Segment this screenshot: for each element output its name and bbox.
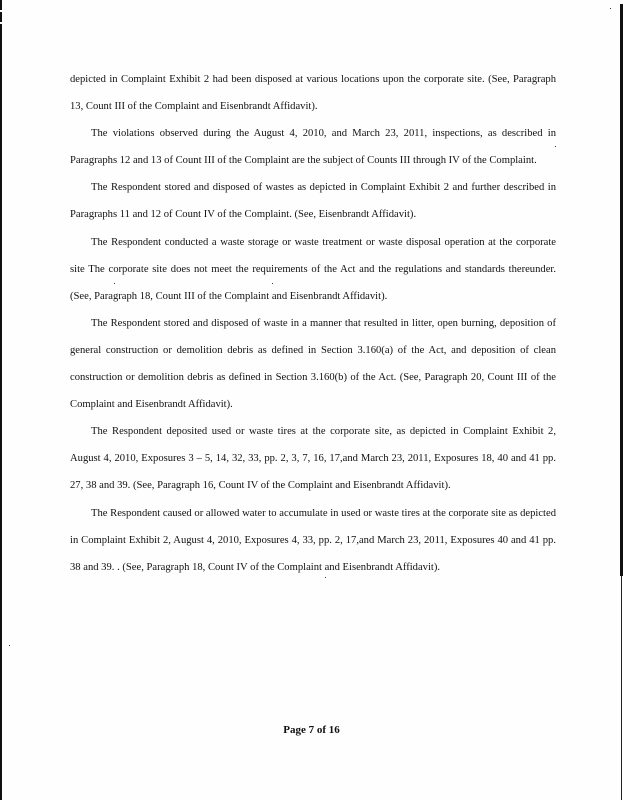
paragraph-2: The violations observed during the August 4, 2010, and March 23, 2011, inspections, as described in Paragraphs 12 and 13 of Count III of the Complaint are the subject of Counts III through IV of the Complaint. [70,128,556,167]
scan-edge-left [0,0,2,10]
document-body [70,66,556,581]
paragraph-7: The Respondent caused or allowed water to accumulate in used or waste tires at the corporate site as depicted in Complaint Exhibit 2, August 4, 2010, Exposures 4, 33, pp. 2, 17,and March 23, 2011, Exposures 40 and 41 pp. 38 and 39. . (See, Paragraph 18, Count IV of the Complaint and Eisenbrandt Affidavit). [70,507,556,573]
scan-edge-left [0,12,2,22]
scan-edge-left [0,24,2,800]
paragraph-5: The Respondent stored and disposed of waste in a manner that resulted in litter, open burning, deposition of general construction or demolition debris as defined in Section 3.160(a) of the Act, and deposition of clean construction or demolition debris as defined in Section 3.160(b) of the Act. (See, Paragraph 20, Count III of the Complaint and Eisenbrandt Affidavit). [70,317,556,411]
paragraph-6: The Respondent deposited used or waste tires at the corporate site, as depicted in Complaint Exhibit 2, August 4, 2010, Exposures 3 – 5, 14, 32, 33, pp. 2, 3, 7, 16, 17,and March 23, 2011, Exposures 18, 40 and 41 pp. 27, 38 and 39. (See, Paragraph 16, Count IV of the Complaint and Eisenbrandt Affidavit). [70,426,556,492]
scan-edge-right [621,576,622,800]
page-number: Page 7 of 16 [283,724,340,736]
paragraph-4: The Respondent conducted a waste storage or waste treatment or waste disposal operation at the corporate site The corporate site does not meet the requirements of the Act and the regulations and standards thereunder. (See, Paragraph 18, Count III of the Complaint and Eisenbrandt Affidavit). [70,236,556,302]
paragraph-3: The Respondent stored and disposed of wastes as depicted in Complaint Exhibit 2 and further described in Paragraphs 11 and 12 of Count IV of the Complaint. (See, Eisenbrandt Affidavit). [70,182,556,221]
paragraph-1: depicted in Complaint Exhibit 2 had been disposed at various locations upon the corporate site. (See, Paragraph 13, Count III of the Complaint and Eisenbrandt Affidavit). [70,74,556,113]
scan-speck [610,8,611,9]
scan-speck [9,645,10,646]
